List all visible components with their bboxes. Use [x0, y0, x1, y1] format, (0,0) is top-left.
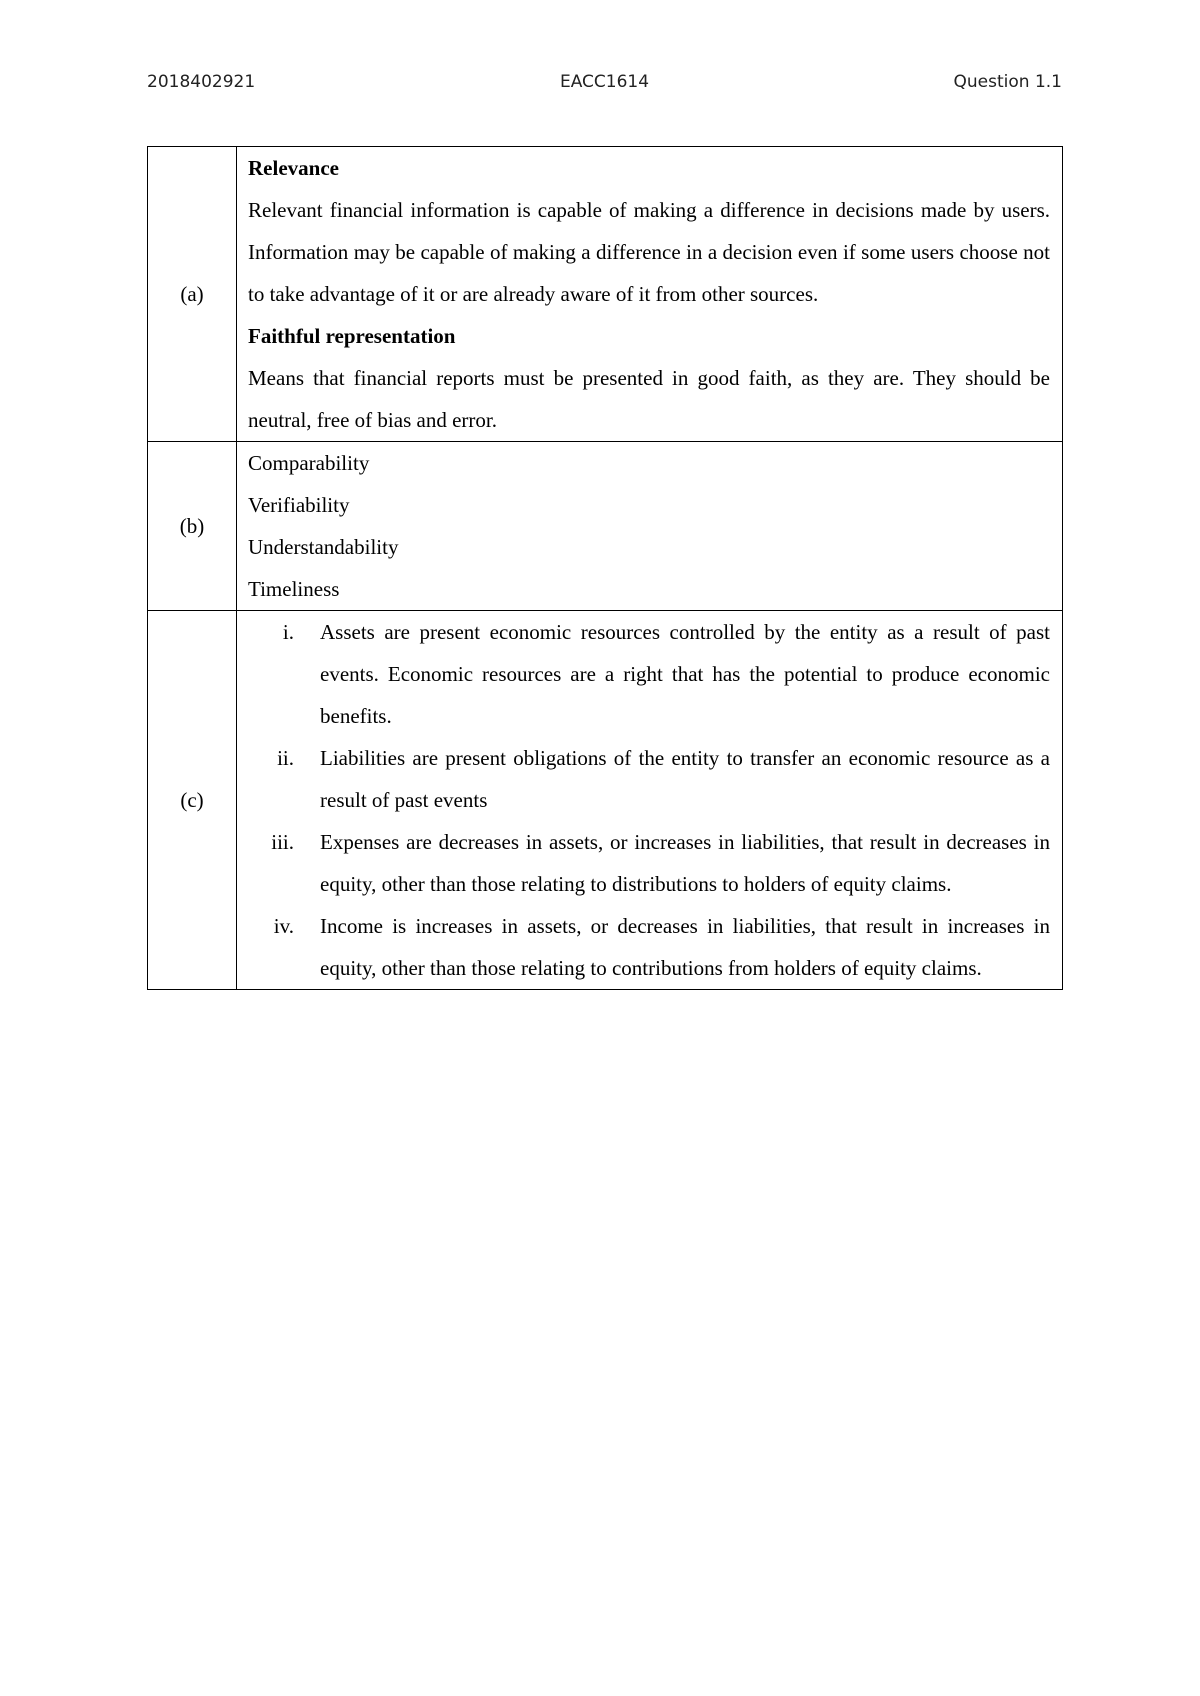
- list-item-text: Liabilities are present obligations of the entity to transfer an economic resource as a result of past events: [320, 746, 1050, 812]
- characteristic-line: Timeliness: [248, 577, 340, 601]
- list-item-number: iv.: [273, 914, 294, 938]
- list-item: [248, 611, 1050, 737]
- answer-row-c: [148, 611, 1063, 990]
- list-item-number: i.: [282, 620, 294, 644]
- list-item-number: ii.: [277, 746, 294, 770]
- answer-content-a: [237, 147, 1063, 442]
- faithful-representation-heading: Faithful representation: [248, 324, 456, 348]
- answer-content-b: [237, 442, 1063, 611]
- relevance-paragraph: Relevant financial information is capable of making a difference in decisions made by users. Information may be capable of making a difference in a decision even if some users choose not to take advantage of it or are already aware of it from other sources.: [248, 198, 1050, 306]
- answer-content-c: [237, 611, 1063, 990]
- answer-table: [147, 146, 1063, 990]
- list-item-text: Income is increases in assets, or decreases in liabilities, that result in increases in equity, other than those relating to contributions from holders of equity claims.: [320, 914, 1050, 980]
- characteristic-line: Verifiability: [248, 493, 350, 517]
- row-label-c: (c): [148, 611, 237, 990]
- course-code: EACC1614: [559, 72, 650, 92]
- list-item: [248, 905, 1050, 989]
- row-label-b: (b): [148, 442, 237, 611]
- relevance-heading: Relevance: [248, 156, 339, 180]
- list-item-text: Expenses are decreases in assets, or increases in liabilities, that result in decreases in equity, other than those relating to distributions to holders of equity claims.: [320, 830, 1050, 896]
- characteristic-line: Understandability: [248, 535, 399, 559]
- answer-row-b: [148, 442, 1063, 611]
- list-item-text: Assets are present economic resources controlled by the entity as a result of past events. Economic resources are a right that has the potential to produce economic benefits.: [320, 620, 1050, 728]
- faithful-representation-paragraph: Means that financial reports must be presented in good faith, as they are. They should be neutral, free of bias and error.: [248, 366, 1050, 432]
- definitions-list: [248, 611, 1050, 989]
- row-label-a: (a): [148, 147, 237, 442]
- list-item-number: iii.: [271, 830, 294, 854]
- list-item: [248, 821, 1050, 905]
- student-number: 2018402921: [147, 72, 256, 92]
- page-header: [147, 72, 1062, 102]
- characteristic-line: Comparability: [248, 451, 370, 475]
- list-item: [248, 737, 1050, 821]
- answer-row-a: [148, 147, 1063, 442]
- question-number: Question 1.1: [953, 72, 1062, 92]
